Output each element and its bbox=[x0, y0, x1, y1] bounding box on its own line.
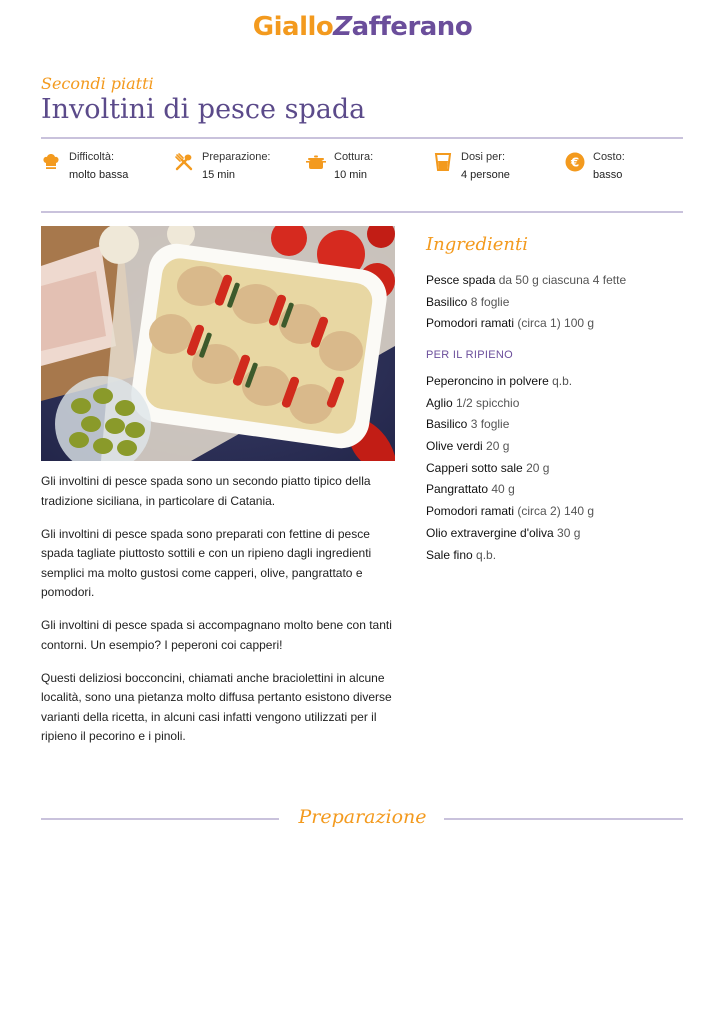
ingredient-name[interactable]: Basilico bbox=[426, 294, 468, 309]
info-label: Cottura: bbox=[334, 151, 374, 163]
ingredient-item bbox=[426, 545, 696, 567]
ingredient-item bbox=[426, 501, 696, 523]
info-value: 10 min bbox=[334, 169, 368, 181]
ingredient-name[interactable]: Basilico bbox=[426, 417, 468, 432]
pot-icon bbox=[306, 152, 326, 172]
ingredient-qty: 30 g bbox=[553, 525, 581, 540]
ingredient-item bbox=[426, 371, 696, 393]
filling-heading: PER IL RIPIENO bbox=[426, 349, 513, 361]
ingredient-item bbox=[426, 393, 696, 415]
ingredient-name[interactable]: Pomodori ramati bbox=[426, 504, 515, 519]
info-value: basso bbox=[593, 169, 623, 181]
info-label: Difficoltà: bbox=[69, 151, 115, 163]
ingredient-name[interactable]: Olio extravergine d'oliva bbox=[426, 525, 554, 540]
ingredient-name[interactable]: Peperoncino in polvere bbox=[426, 374, 549, 388]
glass-icon bbox=[433, 152, 453, 172]
ingredients-list bbox=[426, 270, 696, 335]
recipe-title: Involtini di pesce spada bbox=[41, 94, 366, 125]
ingredient-qty: (circa 1) 100 g bbox=[514, 316, 595, 331]
ingredient-item bbox=[426, 436, 696, 458]
info-label: Preparazione: bbox=[202, 151, 271, 163]
chef-hat-icon bbox=[41, 152, 61, 172]
info-divider bbox=[41, 211, 683, 213]
ingredient-item bbox=[426, 479, 696, 501]
recipe-category: Secondi piatti bbox=[41, 74, 154, 93]
info-label: Costo: bbox=[593, 151, 625, 163]
ingredient-name[interactable]: Olive verdi bbox=[426, 439, 483, 454]
recipe-photo bbox=[41, 226, 395, 461]
ingredient-qty: q.b. bbox=[472, 547, 497, 562]
ingredient-qty: 40 g bbox=[488, 482, 515, 497]
ingredient-item bbox=[426, 292, 696, 314]
ingredient-name[interactable]: Capperi sotto sale bbox=[426, 460, 523, 475]
ingredient-qty: 8 foglie bbox=[467, 294, 510, 309]
logo-part-afferano: afferano bbox=[351, 12, 473, 42]
ingredient-qty: (circa 2) 140 g bbox=[514, 504, 595, 519]
logo-part-z: Z bbox=[330, 12, 355, 42]
ingredient-qty: 3 foglie bbox=[467, 417, 510, 432]
ingredient-qty: q.b. bbox=[548, 374, 573, 388]
preparation-title: Preparazione bbox=[298, 806, 427, 828]
intro-paragraph: Gli involtini di pesce spada si accompagnano molto bene con tanti contorni. Un esempio? I peperoni coi capperi! bbox=[41, 618, 392, 652]
utensils-icon bbox=[174, 152, 194, 172]
logo-part-giallo: Giallo bbox=[252, 12, 334, 42]
ingredient-item bbox=[426, 270, 696, 292]
ingredients-title: Ingredienti bbox=[426, 234, 528, 255]
filling-ingredients-list bbox=[426, 371, 696, 566]
ingredient-qty: 20 g bbox=[482, 439, 510, 454]
info-value: molto bassa bbox=[69, 169, 129, 181]
ingredient-name[interactable]: Sale fino bbox=[426, 547, 473, 562]
title-divider bbox=[41, 137, 683, 139]
intro-paragraph: Gli involtini di pesce spada sono un secondo piatto tipico della tradizione siciliana, in particolare di Catania. bbox=[41, 474, 371, 508]
intro-paragraph: Gli involtini di pesce spada sono preparati con fettine di pesce spada tagliate piuttosto sottili e con un ripieno dagli ingredienti semplici ma molto gustosi come capperi, olive, pangrattato e pomodori. bbox=[41, 526, 372, 599]
ingredient-item bbox=[426, 414, 696, 436]
ingredient-qty: da 50 g ciascuna 4 fette bbox=[495, 273, 627, 287]
preparation-divider-right bbox=[444, 818, 683, 820]
ingredient-item bbox=[426, 458, 696, 480]
ingredient-name[interactable]: Pangrattato bbox=[426, 482, 489, 497]
ingredient-item bbox=[426, 523, 696, 545]
recipe-intro bbox=[41, 472, 401, 760]
ingredient-item bbox=[426, 313, 696, 335]
info-value: 15 min bbox=[202, 169, 236, 181]
svg-text:€: € bbox=[570, 155, 580, 170]
ingredient-name[interactable]: Pomodori ramati bbox=[426, 316, 515, 331]
ingredient-name[interactable]: Aglio bbox=[426, 395, 453, 410]
intro-paragraph: Questi deliziosi bocconcini, chiamati anche braciolettini in alcune località, sono una pietanza molto diffusa pertanto esistono diverse varianti della ricetta, in alcuni casi infatti vengono utilizzati per il ripieno il pecorino e i pinoli. bbox=[41, 670, 392, 743]
euro-coin-icon bbox=[565, 152, 585, 172]
ingredient-name[interactable]: Pesce spada bbox=[426, 273, 496, 287]
ingredient-qty: 1/2 spicchio bbox=[452, 395, 520, 410]
ingredient-qty: 20 g bbox=[522, 460, 550, 475]
giallozafferano-logo[interactable] bbox=[0, 12, 725, 42]
info-value: 4 persone bbox=[461, 169, 510, 181]
info-label: Dosi per: bbox=[461, 151, 506, 163]
